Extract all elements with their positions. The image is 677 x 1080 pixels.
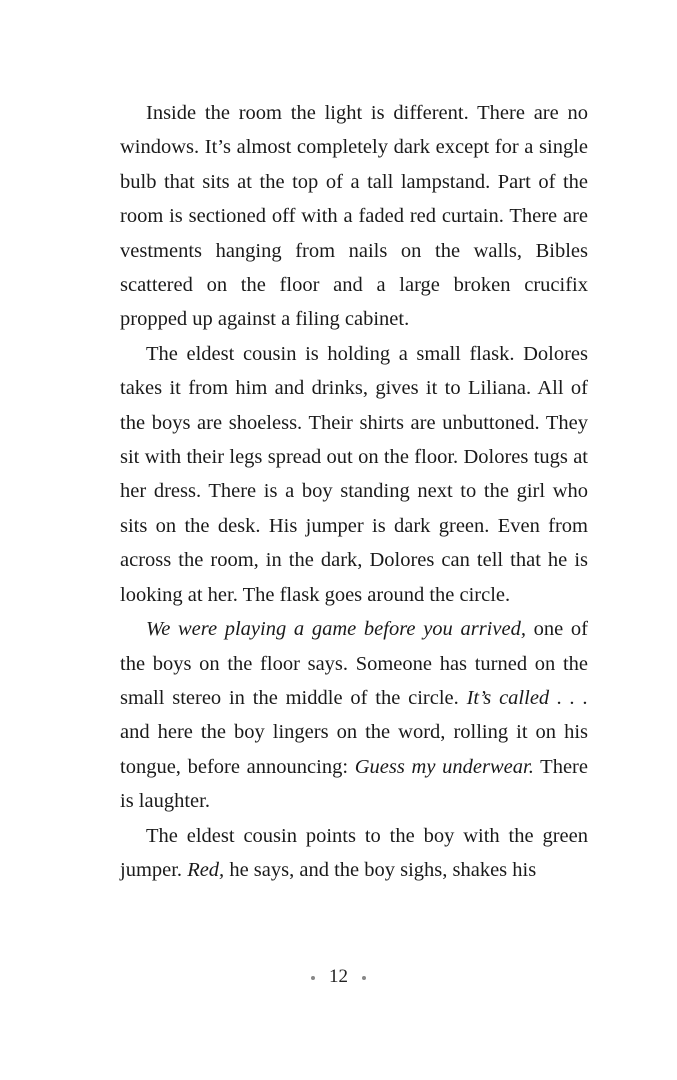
dialogue-italic: Red, bbox=[187, 858, 225, 881]
page-number-value: 12 bbox=[329, 966, 348, 987]
paragraph-1 bbox=[120, 96, 588, 337]
bullet-dot-left bbox=[311, 976, 315, 980]
page-number bbox=[0, 966, 677, 988]
paragraph-3-text: There is laughter. bbox=[120, 755, 588, 813]
paragraph-4-text: he says, and the boy sighs, shakes his bbox=[224, 858, 537, 881]
paragraph-3-text: one of the boys on the floor says. Someone has turned on the small stereo in the middle of the circle. bbox=[120, 618, 588, 709]
paragraph-1-text: Inside the room the light is different. There are no windows. It’s almost completely dark except for a single bulb that sits at the top of a tall lampstand. Part of the room is sectioned off with a faded red curtain. There are vestments hanging from nails on the walls, Bibles scattered on the floor and a large broken crucifix propped up against a filing cabinet. bbox=[120, 102, 588, 331]
dialogue-italic: Guess my underwear. bbox=[354, 755, 534, 778]
paragraph-4 bbox=[120, 819, 588, 888]
paragraph-3-text: and here the boy lingers on the word, rolling it on his tongue, before announcing: bbox=[120, 721, 588, 778]
paragraph-4-text: The eldest cousin points to the boy with the green jumper. bbox=[120, 824, 588, 881]
body-text bbox=[120, 96, 588, 887]
paragraph-2-text: The eldest cousin is holding a small flask. Dolores takes it from him and drinks, gives it to Liliana. All of the boys are shoeless. Their shirts are unbuttoned. They sit with their legs spread out on the floor. Dolores tugs at her dress. There is a boy standing next to the girl who sits on the desk. His jumper is dark green. Even from across the room, in the dark, Dolores can tell that he is looking at her. The flask goes around the circle. bbox=[120, 342, 588, 606]
dialogue-italic: We were playing a game before you arrived, bbox=[146, 618, 526, 641]
bullet-dot-right bbox=[362, 976, 366, 980]
dialogue-italic: It’s called . . . bbox=[466, 686, 588, 709]
paragraph-2 bbox=[120, 337, 588, 612]
paragraph-3 bbox=[120, 612, 588, 818]
